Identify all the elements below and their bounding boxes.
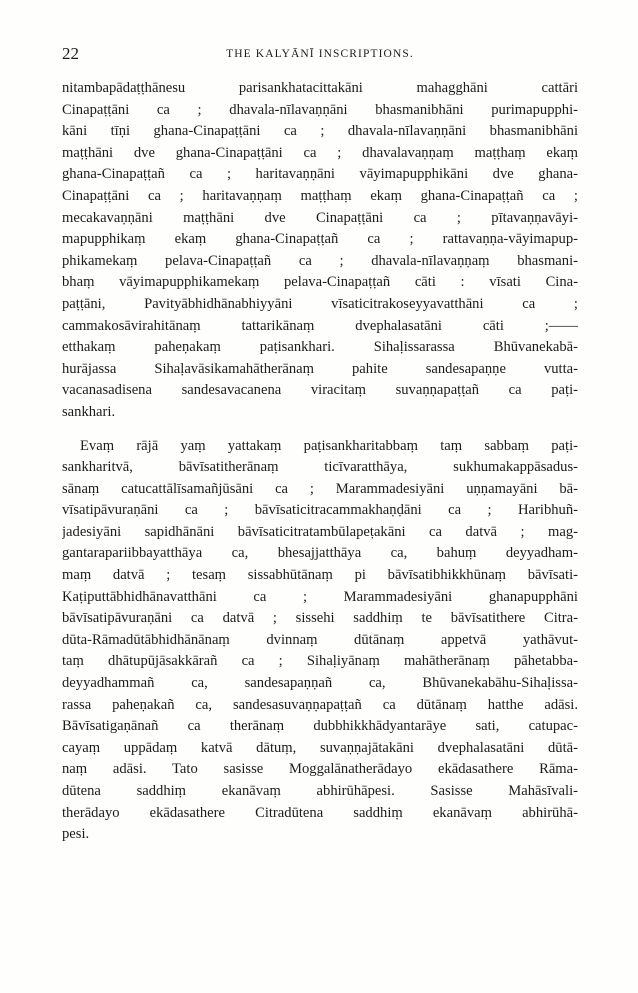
page-number: 22: [62, 44, 79, 63]
text-line: sankhari.: [62, 403, 116, 420]
text-line: mecakavaṇṇāni maṭṭhāni dve Cinapaṭṭāni ca ; pītavaṇṇavāyi-: [62, 209, 578, 226]
text-line: taṃ dhātupūjāsakkārañ ca ; Sihaḷiyānaṃ mahātherānaṃ pāhetabba-: [62, 653, 578, 670]
text-line: sānaṃ catucattālīsamañjūsāni ca ; Marammadesiyāni uṇṇamayāni bā-: [62, 480, 578, 497]
text-line: pesi.: [62, 826, 90, 843]
text-line: deyyadhammañ ca, sandesapaṇṇañ ca, Bhūvanekabāhu-Sihaḷissa-: [62, 675, 578, 692]
text-line: gantarapariibbayatthāya ca, bhesajjatthāya ca, bahuṃ deyyadham-: [62, 545, 578, 562]
text-line: cayaṃ uppādaṃ katvā dātuṃ, suvaṇṇajātakāni dvephalasatāni dūtā-: [62, 739, 578, 756]
paragraph-1: [62, 78, 578, 424]
text-line: bāvīsatipāvuraṇāni ca datvā ; sissehi saddhiṃ te bāvīsatithere Citra-: [62, 610, 578, 627]
text-line: vīsatipāvuraṇāni ca ; bāvīsaticitracammakhaṇḍāni ca ; Haribhuñ-: [62, 502, 578, 519]
text-line: sankharitvā, bāvīsatitherānaṃ ticīvaratthāya, sukhumakappāsadus-: [62, 459, 578, 476]
text-line: bhaṃ vāyimapupphikamekaṃ pelava-Cinapaṭṭañ cāti : vīsati Cina-: [62, 274, 578, 291]
text-line: hurājassa Sihaḷavāsikamahātherānaṃ pahite sandesapaṇṇe vutta-: [62, 360, 578, 377]
text-line: nitambapādaṭṭhānesu parisankhatacittakāni mahagghāni cattāri: [62, 80, 578, 96]
text-line: rassa paheṇakañ ca, sandesasuvaṇṇapaṭṭañ ca dūtānaṃ hatthe adāsi.: [62, 696, 578, 713]
text-line: vacanasadisena sandesavacanena viracitaṃ suvaṇṇapaṭṭañ ca paṭi-: [62, 382, 578, 399]
text-line: maṭṭhāni dve ghana-Cinapaṭṭāni ca ; dhavalavaṇṇaṃ maṭṭhaṃ ekaṃ: [62, 144, 578, 161]
text-line: Kaṭiputtābhidhānavatthāni ca ; Marammadesiyāni ghanapupphāni: [62, 588, 578, 605]
paragraph-2: [62, 436, 578, 846]
text-line: etthakaṃ paheṇakaṃ paṭisankhari. Sihaḷissarassa Bhūvanekabā-: [62, 339, 578, 356]
text-line: Bāvīsatigaṇānañ ca therānaṃ dubbhikkhādyantarāye sati, catupac-: [62, 718, 578, 735]
text-line: therādayo ekādasathere Citradūtena saddhiṃ ekanāvaṃ abhirūhā-: [62, 804, 578, 821]
text-line: maṃ datvā ; tesaṃ sissabhūtānaṃ pi bāvīsatibhikkhūnaṃ bāvīsati-: [62, 567, 578, 584]
text-line: dūta-Rāmadūtābhidhānānaṃ dvinnaṃ dūtānaṃ appetvā yathāvut-: [62, 631, 578, 648]
text-line: dūtena saddhiṃ ekanāvaṃ abhirūhāpesi. Sasisse Mahāsīvali-: [62, 783, 578, 799]
page-header: [62, 44, 578, 66]
text-line: naṃ adāsi. Tato sasisse Moggalānatherādayo ekādasathere Rāma-: [62, 761, 578, 778]
text-line: kāni tīṇi ghana-Cinapaṭṭāni ca ; dhavala-nīlavaṇṇāni bhasmanibhāni: [62, 123, 578, 140]
text-line: phikamekaṃ pelava-Cinapaṭṭañ ca ; dhavala-nīlavaṇṇaṃ bhasmani-: [62, 252, 578, 269]
text-line: cammakosāvirahitānaṃ tattarikānaṃ dvephalasatāni cāti ;——: [62, 317, 578, 334]
running-title: THE KALYĀNĪ INSCRIPTIONS.: [226, 48, 414, 60]
paragraph-gap: [62, 424, 578, 436]
text-line: jadesiyāni sapidhānāni bāvīsaticitratambūlapeṭakāni ca datvā ; mag-: [62, 523, 578, 540]
body-text: [62, 78, 578, 846]
text-line: Cinapaṭṭāni ca ; haritavaṇṇaṃ maṭṭhaṃ ekaṃ ghana-Cinapaṭṭañ ca ;: [62, 187, 578, 204]
text-line: mapupphikaṃ ekaṃ ghana-Cinapaṭṭañ ca ; rattavaṇṇa-vāyimapup-: [62, 231, 578, 248]
text-line: paṭṭāni, Pavityābhidhānabhiyyāni vīsaticitrakoseyyavatthāni ca ;: [62, 295, 578, 312]
text-line: ghana-Cinapaṭṭañ ca ; haritavaṇṇāni vāyimapupphikāni dve ghana-: [62, 166, 578, 183]
text-line: Evaṃ rājā yaṃ yattakaṃ paṭisankharitabbaṃ taṃ sabbaṃ paṭi-: [80, 437, 578, 454]
text-line: Cinapaṭṭāni ca ; dhavala-nīlavaṇṇāni bhasmanibhāni purimapupphi-: [62, 101, 578, 118]
